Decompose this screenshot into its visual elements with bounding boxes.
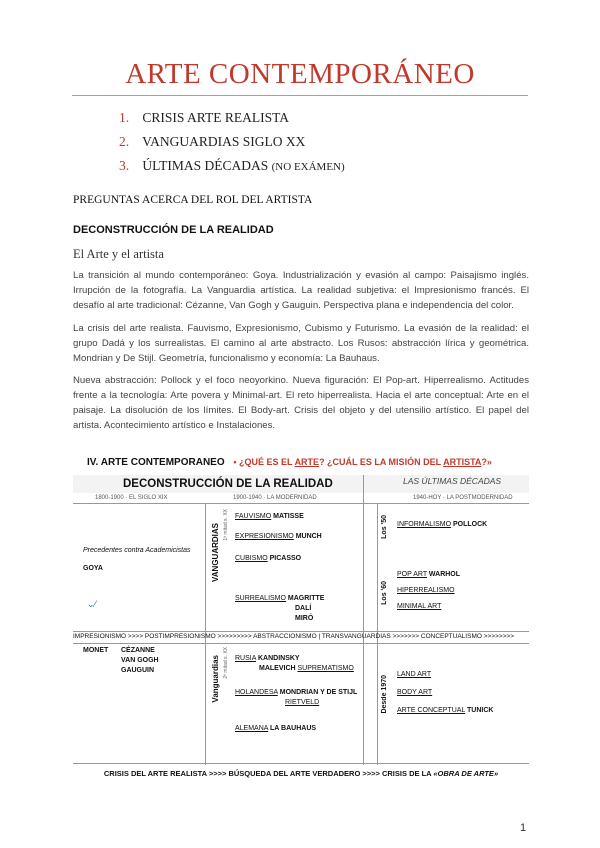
- movement-hiperrealismo: HIPERREALISMO: [397, 587, 455, 594]
- movement-fauvismo: FAUVISMO MATISSE: [235, 513, 304, 520]
- paragraph: La crisis del arte realista. Fauvismo, Expresionismo, Cubismo y Futurismo. La evasión de la realidad: el grupo Dadá y los surrealistas. El camino al arte abstracto. Los Rusos: abstracción lírica y geométrica. Mondrian y De Stijl. Geometría, funcionalismo y economía: La Bauhaus.: [73, 323, 529, 364]
- figure-footer: CRISIS DEL ARTE REALISTA >>>> BÚSQUEDA DEL ARTE VERDADERO >>>> CRISIS DE LA «OBRA DE ARTE»: [103, 769, 499, 778]
- heading-deconstruction: DECONSTRUCCIÓN DE LA REALIDAD: [73, 224, 274, 236]
- page-number: 1: [520, 822, 527, 834]
- label-vanguardias-2: Vanguardias: [211, 655, 220, 703]
- band-title-right: LAS ÚLTIMAS DÉCADAS: [403, 476, 502, 486]
- timeline-figure: [73, 449, 529, 785]
- movement-surrealismo: SURREALISMO MAGRITTE: [235, 595, 325, 602]
- movement-rusia: RUSIA KANDINSKY: [235, 655, 300, 662]
- period-label: 1900-1940 · LA MODERNIDAD: [233, 495, 317, 501]
- toc-label: VANGUARDIAS SIGLO XX: [142, 134, 306, 149]
- movement-landart: LAND ART: [397, 671, 432, 678]
- artist-monet: MONET: [83, 647, 109, 654]
- row-divider: [73, 763, 529, 764]
- toc-item: [119, 106, 345, 130]
- movement-holandesa: HOLANDESA MONDRIAN Y DE STIJL: [235, 689, 358, 696]
- label-desde1970: Desde 1970: [381, 675, 388, 714]
- toc-number: 3.: [119, 158, 130, 173]
- toc-item: [119, 154, 345, 178]
- movement-alemana: ALEMANA LA BAUHAUS: [235, 725, 317, 732]
- row-divider: [73, 643, 529, 644]
- artist-cezanne: CÉZANNE: [121, 647, 155, 654]
- table-of-contents: [119, 106, 345, 178]
- timeline-band: IMPRESIONISMO >>>> POSTIMPRESIONISMO >>>>>>>>> ABSTRACCIONISMO | TRANSVANGUARDIAS >>>>>>> CONCEPTUALISMO >>>>>>>>: [73, 633, 515, 640]
- label-first-half: 1ª mitad s. XX: [223, 509, 229, 541]
- artist-goya: GOYA: [83, 565, 103, 572]
- artist-miro: MIRÓ: [295, 615, 314, 622]
- movement-conceptual: ARTE CONCEPTUAL TUNICK: [397, 707, 494, 714]
- paragraph: La transición al mundo contemporáneo: Goya. Industrialización y evasión al campo: Paisajismo inglés. Irrupción de la fotografía. La Vanguardia artística. La realidad subjetiva: el Impresionismo francés. El desafío al arte tradicional: Cézanne, Van Gogh y Gauguin. Perspectiva plana e independencia del color.: [73, 270, 529, 311]
- column-divider: [363, 475, 364, 765]
- movement-minimal: MINIMAL ART: [397, 603, 442, 610]
- period-label: 1800-1900 · EL SIGLO XIX: [95, 495, 168, 501]
- toc-label: CRISIS ARTE REALISTA: [142, 110, 289, 125]
- label-second-half: 2ª mitad s. XX: [223, 647, 229, 679]
- figure-header-question: • ¿QUÉ ES EL ARTE? ¿CUÁL ES LA MISIÓN DEL ARTISTA?»: [233, 457, 492, 467]
- band-title-left: DECONSTRUCCIÓN DE LA REALIDAD: [123, 478, 333, 490]
- title-divider: [72, 95, 528, 96]
- artist-vangogh: VAN GOGH: [121, 657, 159, 664]
- figure-header-title: IV. ARTE CONTEMPORANEO: [87, 457, 225, 468]
- label-los60: Los '60: [381, 581, 388, 605]
- period-label: 1940-HOY · LA POSTMODERNIDAD: [413, 495, 513, 501]
- figure-header: [73, 451, 529, 473]
- toc-label: ÚLTIMAS DÉCADAS: [142, 158, 269, 173]
- subheading-art-and-artist: El Arte y el artista: [73, 247, 164, 261]
- artist-rietveld: RIETVELD: [285, 699, 320, 706]
- movement-expresionismo: EXPRESIONISMO MUNCH: [235, 533, 322, 540]
- signature-mark: ⌄⁄: [87, 599, 97, 609]
- movement-informalismo: INFORMALISMO POLLOCK: [397, 521, 488, 528]
- toc-note: (NO EXÁMEN): [271, 161, 345, 173]
- label-los50: Los '50: [381, 515, 388, 539]
- heading-questions: PREGUNTAS ACERCA DEL ROL DEL ARTISTA: [73, 194, 313, 206]
- column-note: Precedentes contra Academicistas: [83, 547, 191, 554]
- label-vanguardias: VANGUARDIAS: [211, 523, 220, 582]
- movement-bodyart: BODY ART: [397, 689, 433, 696]
- toc-number: 1.: [119, 110, 130, 125]
- movement-popart: POP ART WARHOL: [397, 571, 461, 578]
- toc-item: [119, 130, 345, 154]
- movement-cubismo: CUBISMO PICASSO: [235, 555, 302, 562]
- paragraph: Nueva abstracción: Pollock y el foco neoyorkino. Nueva figuración: El Pop-art. Hiperrealismo. Actitudes frente a la tecnología: Arte povera y Minimal-art. El reto hiperrealista. Hacia el arte conceptual: Arte en el paisaje. La disolución de los límites. El Body-art. Crisis del objeto y del utensilio artístico. El papel del artista. Acontecimiento artístico e Instalaciones.: [73, 375, 529, 431]
- page-title: ARTE CONTEMPORÁNEO: [125, 58, 475, 90]
- toc-number: 2.: [119, 134, 130, 149]
- artist-gauguin: GAUGUIN: [121, 667, 155, 674]
- artist-malevich: MALEVICH SUPREMATISMO: [259, 665, 354, 672]
- row-divider: [73, 503, 529, 504]
- artist-dali: DALÍ: [295, 605, 312, 612]
